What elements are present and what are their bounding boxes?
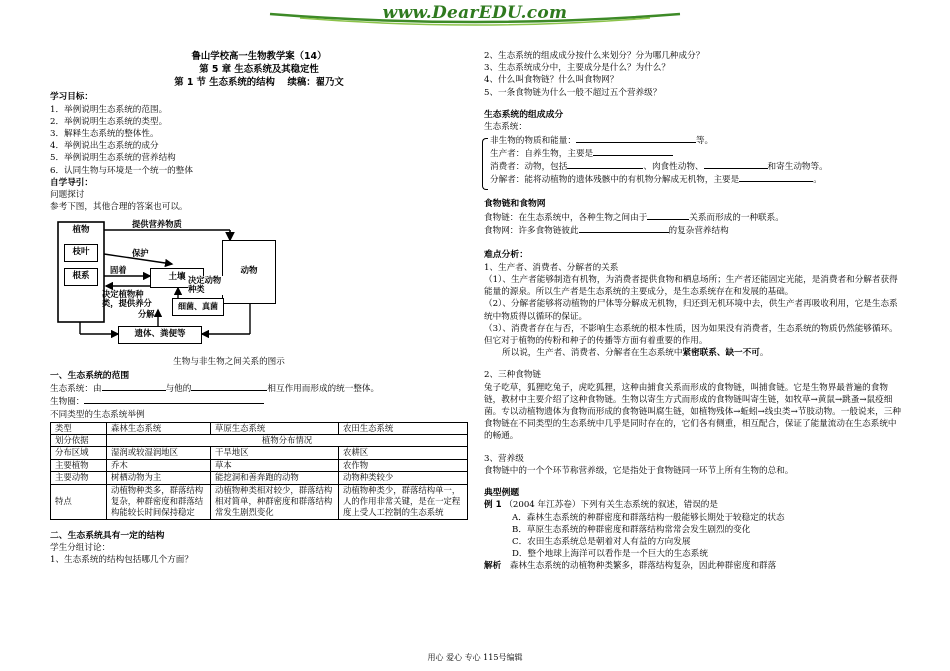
blank[interactable]	[84, 395, 264, 404]
table-cell: 动植物种类相对较少，群落结构相对简单，种群密度和群落结构常发生剧烈变化	[211, 484, 339, 519]
table-cell: 能挖洞和善奔跑的动物	[211, 472, 339, 484]
site-logo[interactable]: www.DearEDU.com	[382, 3, 568, 23]
label-fix: 固着	[110, 264, 127, 275]
table-cell: 动植物种类多，群落结构复杂，种群密度和群落结构能较长时间保持稳定	[107, 484, 211, 519]
text: 所以说，生产者、消费者、分解者在生态系统中	[502, 348, 683, 359]
relationship-diagram	[54, 218, 314, 346]
difficulty-paragraph: （1）、生产者能够制造有机物，为消费者提供食物和栖息场所；生产者还能固定光能，是消费者和分解者获得能量的源泉。所以生产者是生态系统的主要成分，是生态系统存在和发展的基础。	[484, 274, 898, 298]
table-cell: 农耕区	[339, 447, 468, 459]
table-cell: 农田生态系统	[339, 422, 468, 434]
text: （2004 年江苏卷）下列有关生态系统的叙述，错误的是	[504, 500, 718, 511]
table-cell: 植物分布情况	[107, 435, 468, 447]
text: 与他的	[165, 384, 192, 395]
components-heading: 生态系统的组成成分	[484, 109, 564, 120]
text: 和寄生动物等。	[767, 161, 828, 172]
difficulty-summary	[484, 347, 902, 359]
trophic-level-heading: 3、营养级	[484, 453, 524, 464]
example-question	[484, 499, 902, 511]
group-discussion: 学生分组讨论：	[50, 543, 111, 554]
table-cell: 草原生态系统	[211, 422, 339, 434]
table-caption: 不同类型的生态系统举例	[50, 409, 145, 420]
text: 。	[759, 348, 769, 359]
example-heading: 典型例题	[484, 487, 520, 498]
three-chains-heading: 2、三种食物链	[484, 370, 542, 381]
table-cell: 树栖动物为主	[107, 472, 211, 484]
table-cell: 森林生态系统	[107, 422, 211, 434]
table-cell: 动物种类较少	[339, 472, 468, 484]
three-chains-paragraph: 兔子吃草，狐狸吃兔子，虎吃狐狸，这种由捕食关系而形成的食物链，叫捕食链。它是生物界最普遍的食物链，教材中主要介绍了这种食物链。生物以寄生方式而形成的食物链叫寄生链，如牧草→黄鼠→跳蚤→鼠疫细菌。专以动植物遗体为食物而形成的食物链叫腐生链，如植物残体→蚯蚓→线虫类→节肢动物。一般说来，三种食物链在不同类型的生态系统中几乎是同时存在的，它们各有侧重，相互配合，保证了能量流动在生态系统中的畅通。	[484, 382, 901, 442]
goal-item: 1．举例说明生态系统的范围。	[50, 104, 168, 115]
ecosystem-table	[50, 422, 468, 520]
table-cell: 类型	[51, 422, 107, 434]
foodweb-definition	[484, 224, 902, 237]
foodchain-heading: 食物链和食物网	[484, 199, 546, 210]
text: 的复杂营养结构	[668, 226, 729, 236]
analysis-label: 解析	[484, 561, 502, 572]
label-decompose: 分解	[138, 308, 155, 319]
table-cell: 农作物	[339, 459, 468, 471]
section1-heading: 一、生态系统的范围	[50, 370, 130, 381]
guide-heading: 自学导引：	[50, 177, 93, 188]
table-row	[51, 447, 468, 459]
components-label: 生态系统：	[484, 122, 527, 133]
header-banner	[0, 0, 950, 26]
text: 。	[813, 175, 822, 186]
table-row	[51, 435, 468, 447]
page-title: 鲁山学校高一生物教学案（14）	[191, 51, 327, 62]
blank[interactable]	[739, 173, 813, 182]
option-a: A．森林生态系统的种群密度和群落结构一般能够长期处于较稳定的状态	[512, 512, 785, 523]
diagram-caption: 生物与非生物之间关系的图示	[173, 356, 285, 367]
analysis	[484, 560, 902, 572]
section2-heading: 二、生态系统具有一定的结构	[50, 530, 165, 541]
table-cell: 草本	[211, 459, 339, 471]
text: 关系而形成的一种联系。	[689, 212, 784, 223]
label-protect: 保护	[132, 247, 149, 258]
text: 等。	[695, 135, 714, 146]
question-3: 3、生态系统成分中，主要成分是什么？为什么？	[484, 63, 670, 74]
example-label: 例 1	[484, 500, 502, 511]
component-producer	[490, 147, 902, 160]
component-consumer	[490, 160, 902, 173]
goal-item: 6．认同生物与环境是一个统一的整体	[50, 165, 193, 176]
blank[interactable]	[567, 160, 643, 169]
text: 生产者：自养生物，主要是	[490, 148, 594, 159]
root-box: 根系	[64, 268, 98, 286]
microbe-box: 细菌、真菌	[172, 298, 224, 316]
difficulty-paragraph: （3）、消费者存在与否，不影响生态系统的根本性质，因为如果没有消费者，生态系统的物质仍然能够循环。但它对于植物的传粉和种子的传播等方面有着重要的作用。	[484, 323, 898, 346]
question-4: 4、什么叫食物链？什么叫食物网？	[484, 75, 619, 86]
table-row	[51, 484, 468, 519]
text: 食物链：在生态系统中，各种生物之间由于	[484, 212, 648, 223]
blank[interactable]	[102, 382, 166, 391]
components-list	[484, 134, 902, 187]
animal-box: 动物	[222, 240, 276, 304]
table-cell: 湿润或较湿润地区	[107, 447, 211, 459]
blank[interactable]	[191, 382, 267, 391]
brace	[482, 138, 488, 190]
biosphere-definition	[50, 395, 468, 408]
goal-item: 3．解释生态系统的整体性。	[50, 129, 159, 140]
chapter-title: 第 5 章 生态系统及其稳定性	[199, 64, 319, 76]
blank[interactable]	[593, 147, 673, 156]
text: 生态系统：由	[50, 384, 102, 395]
text: 食物网：许多食物链彼此	[484, 226, 579, 236]
goals-heading: 学习目标：	[50, 92, 93, 103]
label-decide-plant: 决定植物种类，提供养分	[102, 288, 152, 309]
table-cell: 乔木	[107, 459, 211, 471]
text: 森林生态系统的动植物种类繁多，群落结构复杂，因此种群密度和群落	[509, 561, 777, 572]
label-nutrient: 提供营养物质	[132, 218, 182, 229]
text: 分解者：能将动植物的遗体残骸中的有机物分解成无机物，主要是	[490, 175, 740, 186]
option-d: D．整个地球上海洋可以看作是一个巨大的生态系统	[512, 549, 708, 560]
table-row	[51, 459, 468, 471]
table-cell: 主要动物	[51, 472, 107, 484]
table-row	[51, 472, 468, 484]
question-2: 2、生态系统的组成成分按什么来划分？分为哪几种成分？	[484, 51, 705, 61]
ecosystem-definition	[50, 382, 468, 395]
explore-heading: 问题探讨	[50, 190, 85, 201]
section-title: 第 1 节 生态系统的结构 续稿：翟乃文	[174, 77, 344, 89]
page-footer: 用心 爱心 专心 115号编辑	[427, 653, 523, 662]
component-abiotic	[490, 134, 902, 147]
text: 消费者：动物，包括	[490, 161, 568, 172]
difficulty-item-1: 1、生产者、消费者、分解者的关系	[484, 262, 619, 273]
remains-box: 遗体、粪便等	[118, 326, 202, 344]
table-cell: 主要植物	[51, 459, 107, 471]
plant-label: 植物	[64, 224, 98, 240]
trophic-level-paragraph: 食物链中的一个个环节称营养级，它是指处于食物链同一环节上所有生物的总和。	[484, 465, 794, 476]
option-c: C．农田生态系统总是朝着对人有益的方向发展	[512, 537, 691, 548]
difficulty-paragraph: （2）、分解者能够将动植物的尸体等分解成无机物，归还到无机环境中去，供生产者再吸收利用，它是生态系统中物质得以循环的保证。	[484, 299, 898, 322]
table-row	[51, 422, 468, 434]
option-b: B．草原生态系统的种群密度和群落结构常常会发生剧烈的变化	[512, 524, 751, 535]
blank[interactable]	[579, 224, 669, 233]
label-decide-animal: 决定动物种类	[188, 276, 224, 295]
table-cell: 分布区域	[51, 447, 107, 459]
text: 生物圈：	[50, 397, 85, 408]
blank[interactable]	[704, 160, 768, 169]
left-column	[50, 50, 468, 566]
foodchain-definition	[484, 211, 902, 224]
goal-item: 2．举例说明生态系统的类型。	[50, 116, 168, 127]
explore-text: 参考下图，其他合理的答案也可以。	[50, 202, 188, 213]
emphasis: 紧密联系、缺一不可	[682, 348, 760, 359]
goal-item: 5．举例说明生态系统的营养结构	[50, 153, 176, 164]
table-cell: 动植物种类少，群落结构单一，人的作用非常关键，是在一定程度上受人工控制的生态系统	[339, 484, 468, 519]
text: 、肉食性动物、	[643, 161, 704, 172]
component-decomposer	[490, 173, 902, 186]
question-5: 5、一条食物链为什么一般不超过五个营养级？	[484, 87, 662, 98]
goal-item: 4．举例说出生态系统的成分	[50, 141, 159, 152]
question-1: 1、生态系统的结构包括哪几个方面？	[50, 555, 193, 566]
blank[interactable]	[576, 134, 696, 143]
branch-box: 枝叶	[64, 244, 98, 262]
goals-list	[50, 104, 468, 177]
text: 非生物的物质和能量：	[490, 135, 576, 146]
blank[interactable]	[647, 211, 689, 220]
difficulty-heading: 难点分析：	[484, 250, 528, 261]
right-column	[484, 50, 902, 573]
table-cell: 特点	[51, 484, 107, 519]
table-cell: 划分依据	[51, 435, 107, 447]
table-cell: 干旱地区	[211, 447, 339, 459]
soil-box: 土壤	[150, 268, 204, 288]
text: 相互作用而形成的统一整体。	[267, 384, 380, 395]
